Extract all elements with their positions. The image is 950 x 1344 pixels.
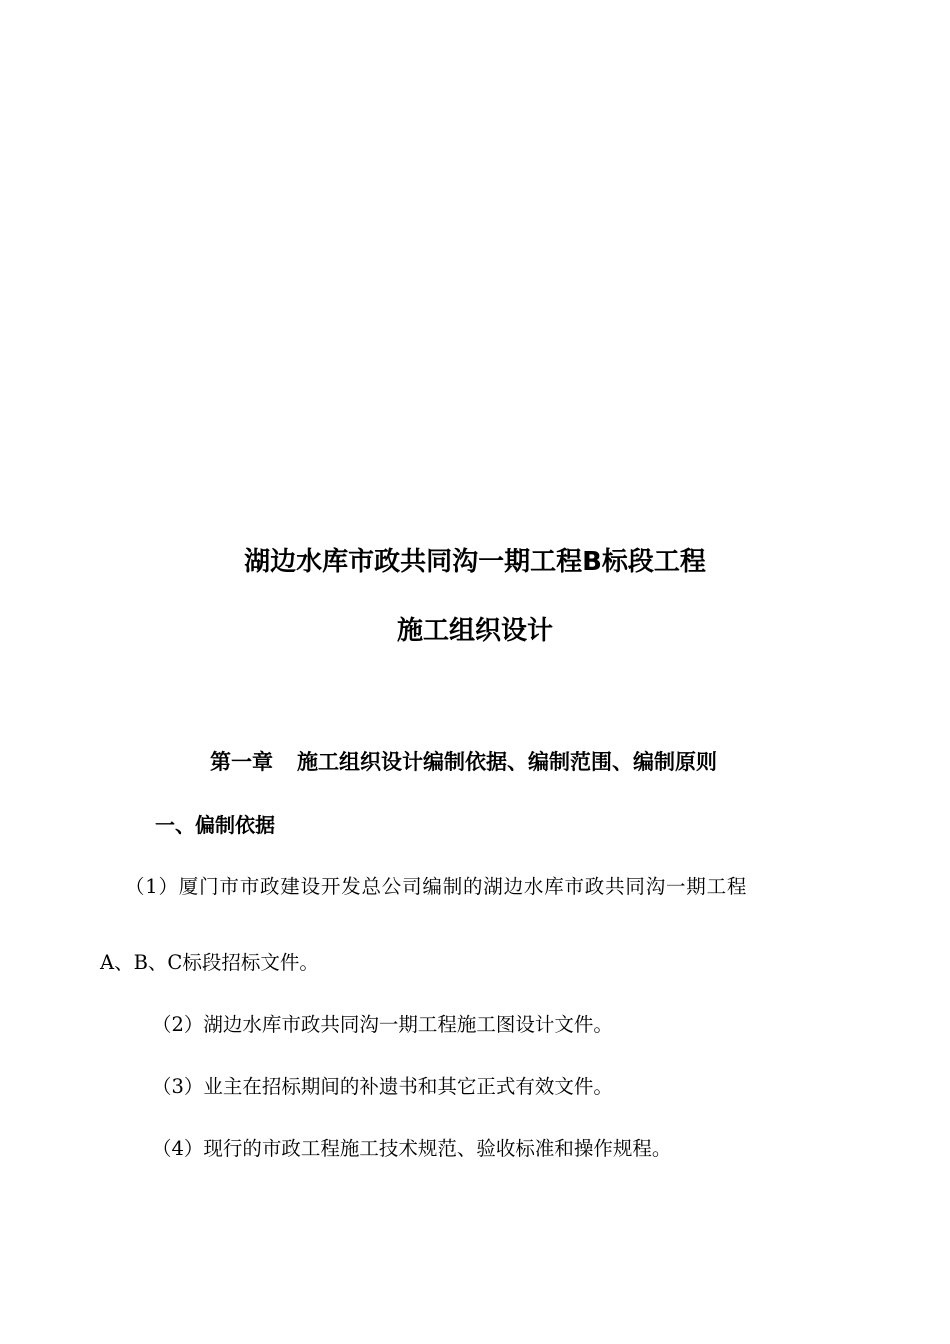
list-item-4: （4）现行的市政工程施工技术规范、验收标准和操作规程。 — [152, 1137, 672, 1160]
chapter-number: 第一章 — [210, 750, 273, 774]
document-subtitle: 施工组织设计 — [396, 616, 553, 646]
list-item-1-line2: A、B、C标段招标文件。 — [100, 951, 319, 974]
section-heading: 一、偏制依据 — [155, 813, 275, 837]
list-item-3: （3）业主在招标期间的补遗书和其它正式有效文件。 — [152, 1075, 613, 1098]
chapter-heading — [210, 748, 717, 776]
list-item-2: （2）湖边水库市政共同沟一期工程施工图设计文件。 — [152, 1013, 613, 1036]
document-title: 湖边水库市政共同沟一期工程B标段工程 — [244, 547, 706, 577]
chapter-title: 施工组织设计编制依据、编制范围、编制原则 — [297, 750, 717, 774]
list-item-1-line1: （1）厦门市市政建设开发总公司编制的湖边水库市政共同沟一期工程 — [125, 875, 748, 898]
